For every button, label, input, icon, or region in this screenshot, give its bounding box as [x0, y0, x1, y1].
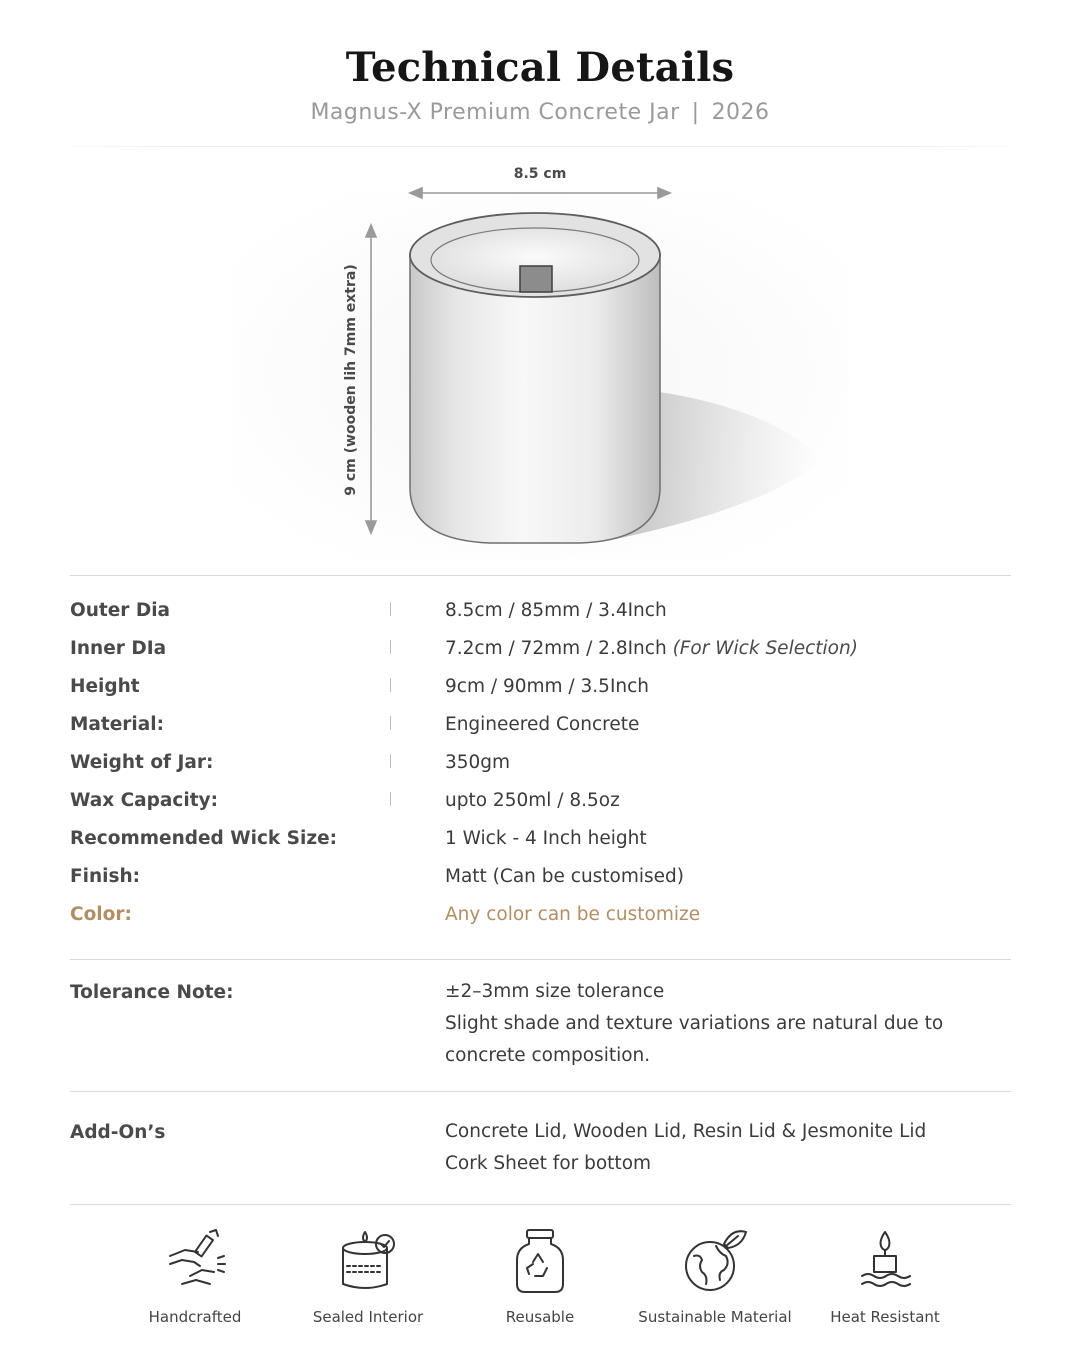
spec-value: 9cm / 90mm / 3.5Inch — [445, 676, 650, 697]
feature-label: Sealed Interior — [312, 1308, 424, 1326]
spec-label: Wax Capacity: — [70, 790, 218, 811]
spec-divider — [390, 678, 391, 692]
feature-heat-resistant — [800, 1226, 970, 1326]
spec-divider — [390, 792, 391, 806]
recycle-jar-icon — [505, 1226, 575, 1296]
spec-row-inner-dia — [70, 632, 1011, 670]
section-divider — [70, 959, 1011, 960]
hands-tool-icon — [160, 1226, 230, 1296]
spec-row-height — [70, 670, 1011, 708]
spec-label: Finish: — [70, 866, 141, 887]
tolerance-line: concrete composition. — [445, 1045, 651, 1066]
spec-row-color — [70, 898, 1011, 936]
product-year: 2026 — [711, 100, 770, 125]
addons-label: Add-On’s — [70, 1122, 166, 1143]
spec-row-outer-dia — [70, 594, 1011, 632]
spec-label: Material: — [70, 714, 164, 735]
feature-sealed-interior — [283, 1226, 453, 1326]
spec-divider — [390, 640, 391, 654]
section-divider — [70, 1204, 1011, 1205]
subtitle-separator: | — [691, 100, 700, 125]
section-divider — [70, 1091, 1011, 1092]
candle-flame-icon — [850, 1226, 920, 1296]
spec-value: Matt (Can be customised) — [445, 866, 685, 887]
page-subtitle — [0, 100, 1080, 125]
spec-row-finish — [70, 860, 1011, 898]
spec-label: Recommended Wick Size: — [70, 828, 338, 849]
addons-line: Cork Sheet for bottom — [445, 1153, 652, 1174]
spec-value: Engineered Concrete — [445, 714, 640, 735]
spec-value: 350gm — [445, 752, 511, 773]
jar-illustration — [230, 160, 850, 570]
feature-handcrafted — [110, 1226, 280, 1326]
spec-list — [70, 594, 1011, 936]
spec-value: 7.2cm / 72mm / 2.8Inch (For Wick Selection) — [445, 638, 858, 659]
page-title: Technical Details — [345, 44, 735, 91]
tolerance-line: ±2–3mm size tolerance — [445, 981, 665, 1002]
spec-label: Height — [70, 676, 140, 697]
spec-row-material — [70, 708, 1011, 746]
feature-reusable — [455, 1226, 625, 1326]
globe-leaf-icon — [680, 1226, 750, 1296]
product-name: Magnus-X Premium Concrete Jar — [310, 100, 680, 125]
spec-label: Inner DIa — [70, 638, 167, 659]
spec-row-weight — [70, 746, 1011, 784]
feature-icons — [110, 1226, 970, 1336]
spec-row-wax-capacity — [70, 784, 1011, 822]
feature-sustainable-material — [630, 1226, 800, 1326]
spec-divider — [390, 716, 391, 730]
section-divider — [70, 575, 1011, 576]
feature-label: Heat Resistant — [830, 1308, 940, 1326]
addons-line: Concrete Lid, Wooden Lid, Resin Lid & Jesmonite Lid — [445, 1121, 927, 1142]
spec-value: 8.5cm / 85mm / 3.4Inch — [445, 600, 667, 621]
feature-label: Reusable — [505, 1308, 575, 1326]
tolerance-line: Slight shade and texture variations are natural due to — [445, 1013, 944, 1034]
spec-label: Weight of Jar: — [70, 752, 214, 773]
spec-value: Any color can be customize — [445, 904, 701, 925]
tolerance-label: Tolerance Note: — [70, 982, 234, 1003]
spec-label: Outer Dia — [70, 600, 171, 621]
spec-label: Color: — [70, 904, 132, 925]
spec-divider — [390, 754, 391, 768]
tolerance-text — [445, 982, 1005, 1072]
spec-value: 1 Wick - 4 Inch height — [445, 828, 647, 849]
width-dimension-label: 8.5 cm — [513, 166, 567, 182]
addons-text — [445, 1122, 1005, 1180]
jar-body — [410, 255, 660, 543]
spec-note: (For Wick Selection) — [672, 638, 858, 659]
header-divider — [40, 146, 1040, 147]
sealed-jar-icon — [333, 1226, 403, 1296]
spec-value: upto 250ml / 8.5oz — [445, 790, 620, 811]
feature-label: Handcrafted — [148, 1308, 242, 1326]
jar-wick — [520, 266, 552, 292]
feature-label: Sustainable Material — [638, 1308, 792, 1326]
spec-row-wick-size — [70, 822, 1011, 860]
spec-divider — [390, 602, 391, 616]
